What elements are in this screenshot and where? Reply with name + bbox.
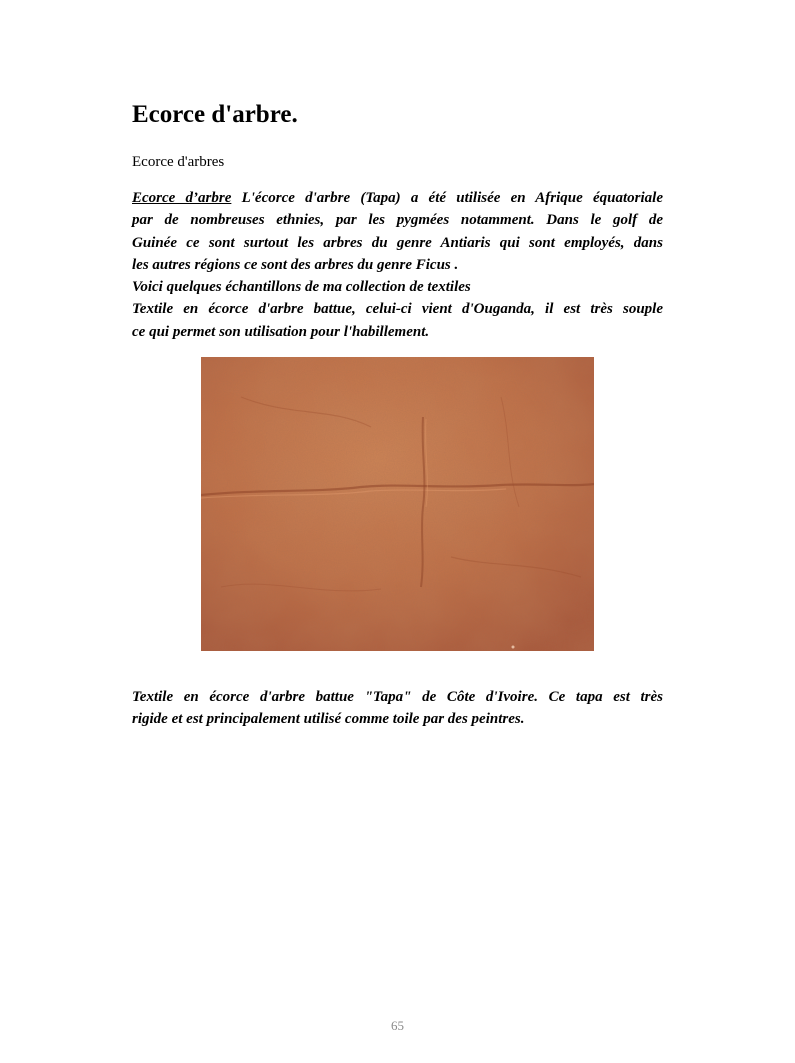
paragraph-line-text: L'écorce d'arbre (Tapa) a été utilisée en Afrique équatoriale [231, 190, 663, 206]
page-number: 65 [391, 1018, 404, 1033]
caption-paragraph [132, 686, 663, 731]
page-subtitle: Ecorce d'arbres [132, 154, 225, 170]
paragraph-line: Guinée ce sont surtout les arbres du genre Antiaris qui sont employés, dans [132, 234, 663, 251]
bark-cloth-photo [201, 357, 594, 651]
paragraph-line: par de nombreuses ethnies, par les pygmées notamment. Dans le golf de [132, 212, 663, 229]
paragraph-line [132, 187, 663, 209]
paragraph-line: ce qui permet son utilisation pour l'habillement. [132, 323, 430, 340]
paragraph-line: les autres régions ce sont des arbres du genre Ficus . [132, 256, 459, 273]
paragraph-line: rigide et est principalement utilisé comme toile par des peintres. [132, 711, 525, 728]
paragraph-line: Voici quelques échantillons de ma collection de textiles [132, 279, 471, 296]
paragraph-line: Textile en écorce d'arbre battue, celui-ci vient d'Ouganda, il est très souple [132, 301, 663, 318]
paragraph-line: Textile en écorce d'arbre battue "Tapa" de Côte d'Ivoire. Ce tapa est très [132, 689, 663, 705]
intro-paragraph [132, 187, 663, 343]
page-title: Ecorce d'arbre. [132, 101, 298, 128]
bark-cloth-texture [201, 357, 594, 651]
ecorce-link[interactable]: Ecorce d’arbre [132, 190, 232, 206]
